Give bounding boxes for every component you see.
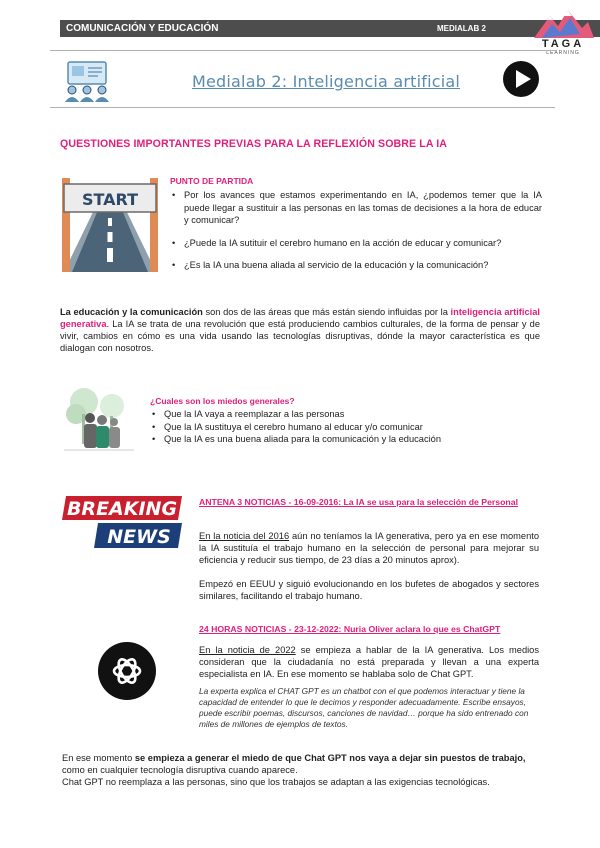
intro-rest: . La IA se trata de una revolución que está produciendo cambios culturales, de la forma de pensar y de vivir, cambios en cómo es una vida usando las tecnologías disruptivas, dónde la mayor característica es que dialogan con nosotros.: [60, 319, 540, 353]
news2-link[interactable]: En la noticia de 2022: [199, 645, 296, 655]
breaking-word: BREAKING: [66, 498, 178, 520]
news-word: NEWS: [107, 526, 171, 548]
news1-paragraph: [199, 530, 539, 566]
logo-subtext: LEARNING: [546, 50, 580, 56]
intro-mid: son dos de las áreas que más están siendo influidas por la: [202, 307, 451, 317]
list-item: • Que la IA vaya a reemplazar a las personas: [152, 408, 542, 421]
play-icon: [502, 60, 540, 98]
top-header-bar: [60, 20, 600, 37]
chatgpt-icon: [98, 642, 156, 700]
intro-paragraph: [60, 306, 540, 354]
people-fear-illustration: [60, 384, 138, 456]
logo-text: TAGA: [541, 38, 585, 50]
closing-line2: Chat GPT no reemplaza a las personas, sino que los trabajos se adaptan a las exigencias tecnológicas.: [62, 777, 490, 787]
play-button[interactable]: [502, 60, 540, 98]
news1-link[interactable]: En la noticia del 2016: [199, 531, 290, 541]
miedos-list: [152, 408, 542, 446]
punto-heading: PUNTO DE PARTIDA: [170, 176, 254, 186]
section-title: QUESTIONES IMPORTANTES PREVIAS PARA LA REFLEXIÓN SOBRE LA IA: [60, 138, 448, 150]
header-doc-label: MEDIALAB 2: [437, 24, 486, 33]
presentation-icon: [62, 58, 112, 102]
miedos-heading: ¿Cuales son los miedos generales?: [150, 396, 295, 406]
punto-list: [172, 189, 542, 272]
list-item: • Por los avances que estamos experimentando en IA, ¿podemos temer que la IA puede llegar a sustituir a las personas en las tomas de decisiones a la hora de educar y comunicar?: [172, 189, 542, 227]
list-item: • Que la IA es una buena aliada para la comunicación y la educación: [152, 433, 542, 446]
news1-title-link[interactable]: ANTENA 3 NOTICIAS - 16-09-2016: La IA se usa para la selección de Personal: [199, 497, 518, 507]
taga-logo: [530, 6, 596, 54]
start-road-illustration: [60, 176, 160, 272]
intro-bold: La educación y la comunicación: [60, 307, 203, 317]
closing-paragraph: [62, 752, 540, 788]
header-section-label: COMUNICACIÓN Y EDUCACIÓN: [66, 23, 219, 34]
list-item: • Que la IA sustituya el cerebro humano al educar y/o comunicar: [152, 421, 542, 434]
list-item: • ¿Puede la IA sutituir el cerebro humano en la acción de educar y comunicar?: [172, 237, 542, 250]
news2-paragraph: [199, 644, 539, 680]
chatgpt-logo: [98, 642, 156, 700]
page-title: Medialab 2: Inteligencia artificial: [192, 72, 461, 91]
news1-text: aún no teníamos la IA generativa, pero ya en ese momento la IA sustituía el trabajo humano en la selección de personal para mejorar su eficiencia y reducir sus tiempo, de 23 días a 20 minutos aprox).: [199, 531, 539, 565]
mountain-logo-icon: [530, 6, 596, 40]
closing-rest: como en cualquier tecnología disruptiva cuando aparece.: [62, 765, 298, 775]
breaking-news-graphic: [60, 494, 184, 550]
news1-paragraph-2: Empezó en EEUU y siguió evolucionando en los bufetes de abogados y sectores similares, facilitando el trabajo humano.: [199, 579, 539, 601]
news2-text: se empieza a hablar de la IA generativa. Los medios consideran que la ciudadanía no está preparada y llevan a una experta especialista en IA. En ese momento se hablaba solo de Chat GPT.: [199, 645, 540, 679]
list-item: • ¿Es la IA una buena aliada al servicio de la educación y la comunicación?: [172, 259, 542, 272]
news2-title-link[interactable]: 24 HORAS NOTICIAS - 23-12-2022: Nuria Oliver aclara lo que es ChatGPT: [199, 624, 501, 634]
closing-bold: se empieza a generar el miedo de que Chat GPT nos vaya a dejar sin puestos de trabajo,: [134, 753, 526, 763]
intro-highlight: inteligencia artificial generativa: [60, 307, 540, 329]
news2-quote: La experta explica el CHAT GPT es un chatbot con el que podemos interactuar y tiene la capacidad de entender lo que le decimos y responder adecuadamente. Escribe ensayos, puede escribir poemas, discursos, canciones de navidad… porque ha sido entrenado con miles de millones de ejemplos de textos.: [199, 686, 529, 729]
start-sign-text: START: [81, 190, 139, 209]
closing-start: En ese momento: [62, 753, 135, 763]
